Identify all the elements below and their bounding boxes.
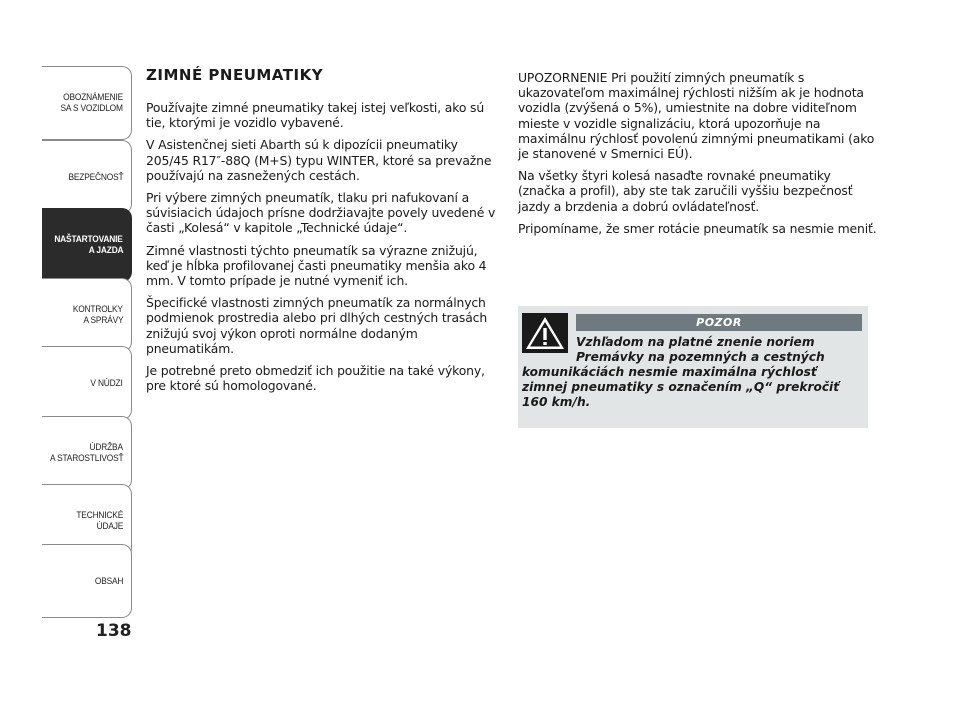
tab-nastartovanie[interactable] bbox=[42, 208, 132, 282]
paragraph: UPOZORNENIE Pri použití zimných pneumatík s ukazovateľom maximálnej rýchlosti nižším ak je hodnota vozidla (zvýšená o 5%), umiestnite na dobre viditeľnom mieste v vozidle signalizáciu, ktorá upozorňuje na maximálnu rýchlosť povolenú zimnými pneumatikami (ako je stanovené v Smernici EÚ). bbox=[518, 70, 875, 162]
tab-label: TECHNICKÉ bbox=[76, 510, 123, 521]
tab-label: NAŠTARTOVANIE bbox=[54, 234, 123, 245]
paragraph: Je potrebné preto obmedziť ich použitie na také výkony, pre ktoré sú homologované. bbox=[146, 363, 485, 394]
tab-oboznamenie[interactable] bbox=[42, 66, 132, 140]
paragraph: Špecifické vlastnosti zimných pneumatík za normálnych podmienok prostredia alebo pri dlhých cestných trasách znižujú svoj výkon oproti normálne dodaným pneumatikám. bbox=[146, 295, 488, 356]
paragraph: V Asistenčnej sieti Abarth sú k dipozícii pneumatiky 205/45 R17″-88Q (M+S) typu WINTER, ktoré sa prevažne používajú na zasnežených cestách. bbox=[146, 137, 492, 183]
tab-label: OBOZNÁMENIE bbox=[63, 92, 123, 103]
tab-label: A STAROSTLIVOSŤ bbox=[49, 453, 123, 464]
warning-line: Premávky na pozemných a cestných bbox=[576, 350, 825, 364]
tab-udrzba[interactable] bbox=[42, 416, 132, 490]
warning-line: komunikáciách nesmie maximálna rýchlosť zimnej pneumatiky s označením „Q“ prekročiť 160 km/h. bbox=[522, 365, 840, 409]
tab-label: V NÚDZI bbox=[90, 377, 123, 389]
warning-box bbox=[518, 306, 868, 428]
paragraph: Používajte zimné pneumatiky takej istej veľkosti, ako sú tie, ktorými je vozidlo vybavené. bbox=[146, 100, 485, 131]
page-number: 138 bbox=[96, 621, 132, 641]
tab-label: ÚDRŽBA bbox=[89, 442, 123, 453]
warning-title: POZOR bbox=[576, 314, 862, 331]
tab-obsah[interactable] bbox=[42, 544, 132, 618]
tab-label: OBSAH bbox=[94, 575, 123, 587]
tab-label: ÚDAJE bbox=[96, 521, 123, 532]
paragraph: Na všetky štyri kolesá nasaďte rovnaké pneumatiky (značka a profil), aby ste tak zaručili vyššiu bezpečnosť jazdy a brzdenia a dobrú ovládateľnosť. bbox=[518, 168, 853, 214]
tab-kontrolky[interactable] bbox=[42, 278, 132, 352]
tab-bezpecnost[interactable] bbox=[42, 140, 132, 214]
paragraph: Zimné vlastnosti týchto pneumatík sa výrazne znižujú, keď je hĺbka profilovanej časti pneumatiky menšia ako 4 mm. V tomto prípade je nutné vymeniť ich. bbox=[146, 242, 487, 289]
section-heading: ZIMNÉ PNEUMATIKY bbox=[146, 66, 324, 84]
right-column bbox=[518, 70, 878, 243]
paragraph: Pri výbere zimných pneumatík, tlaku pri nafukovaní a súvisiacich údajoch prísne dodržiavajte povely uvedené v časti „Kolesá“ v kapitole „Technické údaje“. bbox=[146, 190, 496, 236]
tab-v-nudzi[interactable] bbox=[42, 346, 132, 420]
tab-label: A JAZDA bbox=[88, 245, 123, 256]
warning-text bbox=[522, 335, 862, 410]
tab-label: A SPRÁVY bbox=[83, 315, 123, 326]
paragraph: Pripomíname, že smer rotácie pneumatík sa nesmie meniť. bbox=[518, 220, 877, 236]
tab-label: BEZPEČNOSŤ bbox=[68, 171, 123, 183]
warning-line: Vzhľadom na platné znenie noriem bbox=[576, 335, 815, 349]
left-column bbox=[146, 66, 496, 400]
tab-label: SA S VOZIDLOM bbox=[60, 103, 123, 114]
tab-label: KONTROLKY bbox=[73, 304, 123, 315]
